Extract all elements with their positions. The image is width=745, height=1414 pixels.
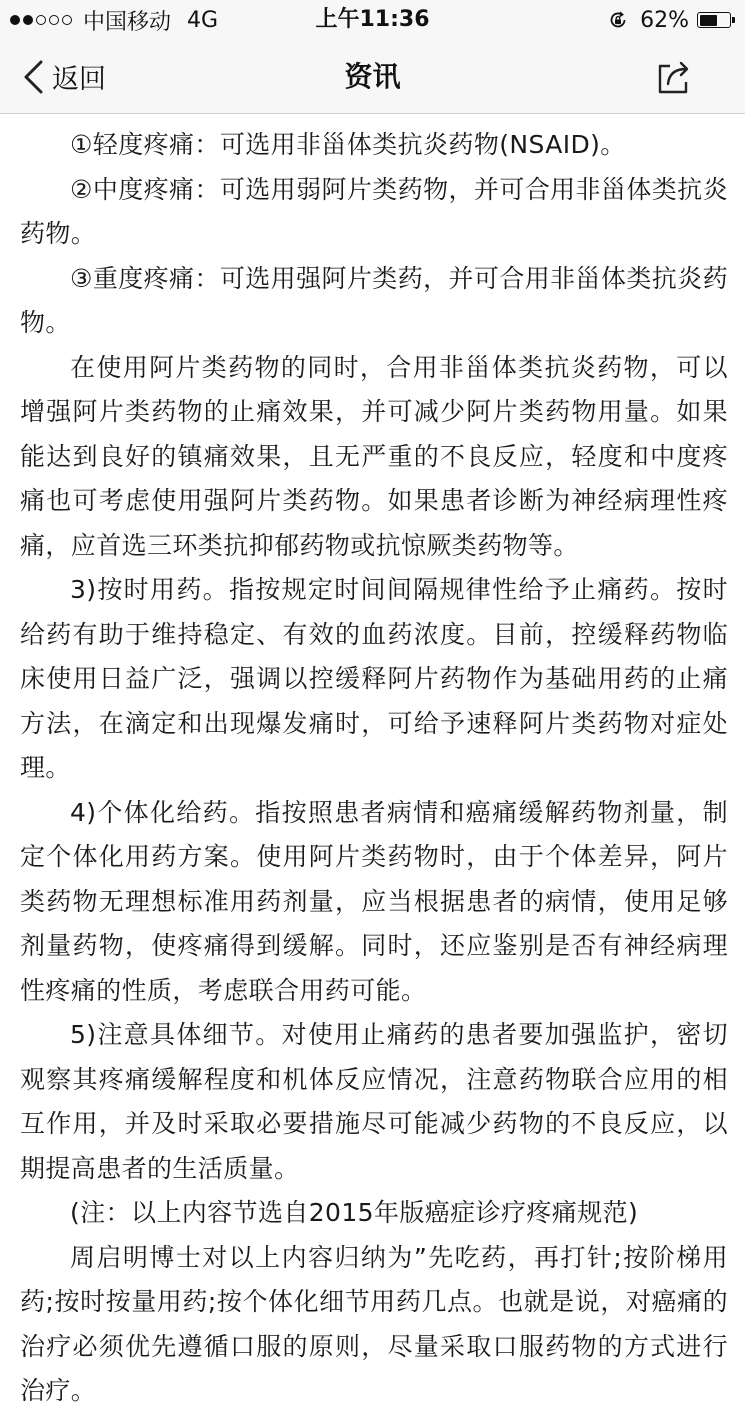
carrier-name: 中国移动 [83,9,172,35]
status-bar [0,0,745,40]
battery-cap [732,17,735,23]
article-paragraph: ②中度疼痛：可选用弱阿片类药物，并可合用非甾体类抗炎药物。 [20,174,728,248]
article-paragraph: ①轻度疼痛：可选用非甾体类抗炎药物(NSAID)。 [70,130,626,159]
battery-percent: 62% [640,7,689,33]
status-time: 上午11:36 [315,7,430,32]
network-type: 4G [187,7,219,33]
back-button[interactable] [22,40,106,113]
share-icon [655,57,695,97]
back-label: 返回 [52,64,106,95]
status-right [608,0,731,40]
navigation-bar [0,40,745,114]
article-paragraph: 5)注意具体细节。对使用止痛药的患者要加强监护，密切观察其疼痛缓解程度和机体反应情况，注意药物联合应用的相互作用，并及时采取必要措施尽可能减少药物的不良反应，以期提高患者的生活质量。 [20,1020,728,1183]
article-paragraph: 在使用阿片类药物的同时，合用非甾体类抗炎药物，可以增强阿片类药物的止痛效果，并可减少阿片类药物用量。如果能达到良好的镇痛效果，且无严重的不良反应，轻度和中度疼痛也可考虑使用强阿片类药物。如果患者诊断为神经病理性疼痛，应首选三环类抗抑郁药物或抗惊厥类药物等。 [20,352,728,560]
article-paragraph: 4)个体化给药。指按照患者病情和癌痛缓解药物剂量，制定个体化用药方案。使用阿片类药物时，由于个体差异，阿片类药物无理想标准用药剂量，应当根据患者的病情，使用足够剂量药物，使疼痛得到缓解。同时，还应鉴别是否有神经病理性疼痛的性质，考虑联合用药可能。 [20,797,728,1005]
article-paragraph: 周启明博士对以上内容归纳为”先吃药，再打针;按阶梯用药;按时按量用药;按个体化细节用药几点。也就是说，对癌痛的治疗必须优先遵循口服的原则，尽量采取口服药物的方式进行治疗。 [20,1242,728,1405]
page-title: 资讯 [344,60,401,93]
article-paragraph: ③重度疼痛：可选用强阿片类药，并可合用非甾体类抗炎药物。 [20,263,728,337]
battery-level [700,15,718,26]
battery-icon [697,12,731,28]
share-button[interactable] [655,57,695,97]
article-content[interactable] [20,114,728,1405]
article-paragraph: 3)按时用药。指按规定时间间隔规律性给予止痛药。按时给药有助于维持稳定、有效的血药浓度。目前，控缓释药物临床使用日益广泛，强调以控缓释阿片药物作为基础用药的止痛方法，在滴定和出现爆发痛时，可给予速释阿片类药物对症处理。 [20,575,728,782]
rotation-lock-icon [608,10,628,30]
chevron-left-icon [22,59,44,95]
article-paragraph: (注：以上内容节选自2015年版癌症诊疗疼痛规范) [70,1198,639,1227]
